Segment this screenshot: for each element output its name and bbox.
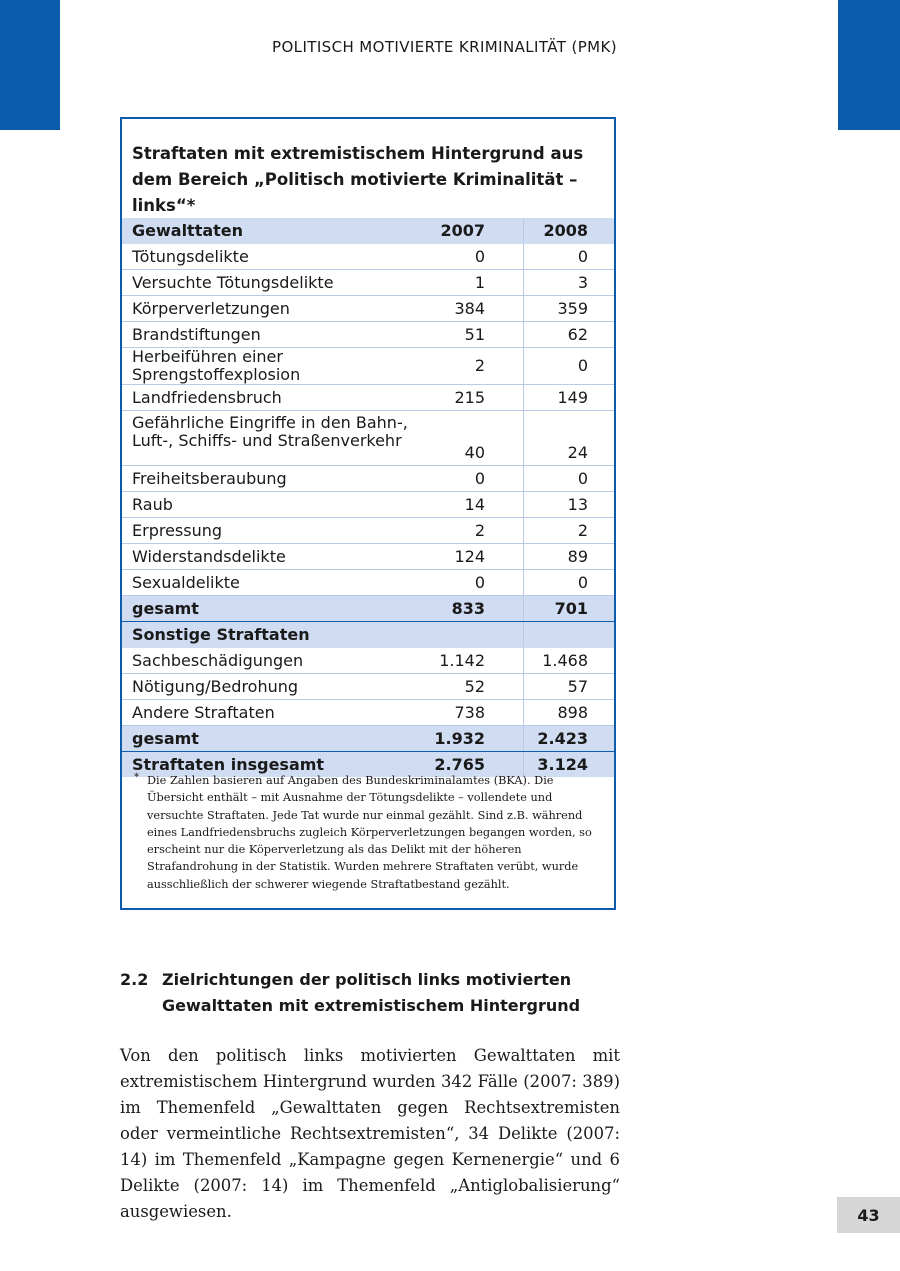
table-row bbox=[122, 544, 614, 570]
table-row bbox=[122, 348, 614, 385]
section-title: Zielrichtungen der politisch links motivierten Gewalttaten mit extremistischem Hintergrund bbox=[162, 970, 581, 1015]
value-2007: 215 bbox=[415, 385, 524, 411]
table-header-row bbox=[122, 218, 614, 244]
row-label: Straftaten insgesamt bbox=[122, 752, 415, 778]
table-row bbox=[122, 570, 614, 596]
row-label: Sachbeschädigungen bbox=[122, 648, 415, 674]
value-2007: 1 bbox=[415, 270, 524, 296]
value-2007: 1.932 bbox=[415, 726, 524, 752]
decorative-tab-right bbox=[838, 0, 900, 130]
section-number: 2.2 bbox=[120, 970, 149, 989]
value-2008: 57 bbox=[524, 674, 615, 700]
value-2008: 1.468 bbox=[524, 648, 615, 674]
decorative-tab-left bbox=[0, 0, 60, 130]
footnote-text: Die Zahlen basieren auf Angaben des Bundeskriminalamtes (BKA). Die Übersicht enthält – mit Ausnahme der Tötungsdelikte – vollendete und versuchte Straftaten. Jede Tat wurde nur einmal gezählt. Sind z.B. während eines Landfriedensbruchs zugleich Körperverletzungen begangen worden, so erscheint nur die Köperverletzung als das Delikt mit der höheren Strafandrohung in der Statistik. Wurden mehrere Straftaten verübt, wurde ausschließlich der schwerer wiegende Straftatbestand gezählt. bbox=[147, 774, 592, 891]
subtotal-row-sonstige bbox=[122, 726, 614, 752]
value-2008: 62 bbox=[524, 322, 615, 348]
value-2007: 124 bbox=[415, 544, 524, 570]
table-row bbox=[122, 296, 614, 322]
statistics-box bbox=[120, 117, 616, 910]
value-2007: 2 bbox=[415, 348, 524, 385]
row-label: Herbeiführen einer Sprengstoffexplosion bbox=[122, 348, 415, 385]
value-2007: 14 bbox=[415, 492, 524, 518]
value-2007: 52 bbox=[415, 674, 524, 700]
value-2008: 13 bbox=[524, 492, 615, 518]
row-label: Andere Straftaten bbox=[122, 700, 415, 726]
table-row bbox=[122, 700, 614, 726]
value-2008: 3.124 bbox=[524, 752, 615, 778]
footnote-marker: * bbox=[134, 772, 139, 783]
row-label: gesamt bbox=[122, 726, 415, 752]
table-row bbox=[122, 492, 614, 518]
column-header-2007: 2007 bbox=[415, 218, 524, 244]
subtotal-row-gewalttaten bbox=[122, 596, 614, 622]
value-2008: 0 bbox=[524, 466, 615, 492]
value-2007: 51 bbox=[415, 322, 524, 348]
box-title: Straftaten mit extremistischem Hintergrund aus dem Bereich „Politisch motivierte Kriminalität – links“* bbox=[132, 144, 584, 215]
value-2007: 2.765 bbox=[415, 752, 524, 778]
value-2008: 701 bbox=[524, 596, 615, 622]
table-row bbox=[122, 411, 614, 466]
section-heading bbox=[120, 967, 620, 1019]
row-label: Nötigung/Bedrohung bbox=[122, 674, 415, 700]
value-2008: 3 bbox=[524, 270, 615, 296]
row-label: gesamt bbox=[122, 596, 415, 622]
table-row bbox=[122, 648, 614, 674]
value-2007: 0 bbox=[415, 244, 524, 270]
value-2007: 2 bbox=[415, 518, 524, 544]
value-2007: 384 bbox=[415, 296, 524, 322]
value-2007: 833 bbox=[415, 596, 524, 622]
value-2007: 738 bbox=[415, 700, 524, 726]
table-row bbox=[122, 385, 614, 411]
footnote bbox=[132, 772, 610, 893]
table-row bbox=[122, 244, 614, 270]
row-label: Widerstandsdelikte bbox=[122, 544, 415, 570]
body-paragraph: Von den politisch links motivierten Gewalttaten mit extremistischem Hintergrund wurden 342 Fälle (2007: 389) im Themenfeld „Gewalttaten gegen Rechtsextremisten oder vermeintliche Rechtsextremisten“, 34 Delikte (2007: 14) im Themenfeld „Kampagne gegen Kernenergie“ und 6 Delikte (2007: 14) im Themenfeld „Antiglobalisierung“ ausgewiesen. bbox=[120, 1046, 620, 1221]
row-label: Sexualdelikte bbox=[122, 570, 415, 596]
value-2008: 0 bbox=[524, 348, 615, 385]
value-2007 bbox=[415, 622, 524, 648]
statistics-table bbox=[122, 218, 614, 777]
row-label: Brandstiftungen bbox=[122, 322, 415, 348]
row-label: Gefährliche Eingriffe in den Bahn-, Luft-, Schiffs- und Straßenverkehr bbox=[122, 411, 415, 466]
value-2008: 359 bbox=[524, 296, 615, 322]
row-label: Raub bbox=[122, 492, 415, 518]
running-head: POLITISCH MOTIVIERTE KRIMINALITÄT (PMK) bbox=[272, 38, 617, 56]
row-label: Tötungsdelikte bbox=[122, 244, 415, 270]
page-number: 43 bbox=[837, 1197, 900, 1233]
row-label: Freiheitsberaubung bbox=[122, 466, 415, 492]
value-2008: 149 bbox=[524, 385, 615, 411]
value-2007: 1.142 bbox=[415, 648, 524, 674]
value-2008: 2 bbox=[524, 518, 615, 544]
row-label: Körperverletzungen bbox=[122, 296, 415, 322]
row-label: Erpressung bbox=[122, 518, 415, 544]
row-label: Versuchte Tötungsdelikte bbox=[122, 270, 415, 296]
value-2007: 0 bbox=[415, 570, 524, 596]
value-2008: 89 bbox=[524, 544, 615, 570]
column-header-2008: 2008 bbox=[524, 218, 615, 244]
table-row bbox=[122, 518, 614, 544]
value-2008: 0 bbox=[524, 244, 615, 270]
table-row bbox=[122, 466, 614, 492]
value-2007: 40 bbox=[415, 411, 524, 466]
value-2008: 24 bbox=[524, 411, 615, 466]
value-2007: 0 bbox=[415, 466, 524, 492]
section-header-sonstige: Sonstige Straftaten bbox=[122, 622, 415, 648]
table-row bbox=[122, 322, 614, 348]
section-header-row-sonstige bbox=[122, 622, 614, 648]
section-header-gewalttaten: Gewalttaten bbox=[122, 218, 415, 244]
value-2008 bbox=[524, 622, 615, 648]
table-row bbox=[122, 674, 614, 700]
value-2008: 0 bbox=[524, 570, 615, 596]
table-row bbox=[122, 270, 614, 296]
row-label: Landfriedensbruch bbox=[122, 385, 415, 411]
value-2008: 2.423 bbox=[524, 726, 615, 752]
value-2008: 898 bbox=[524, 700, 615, 726]
